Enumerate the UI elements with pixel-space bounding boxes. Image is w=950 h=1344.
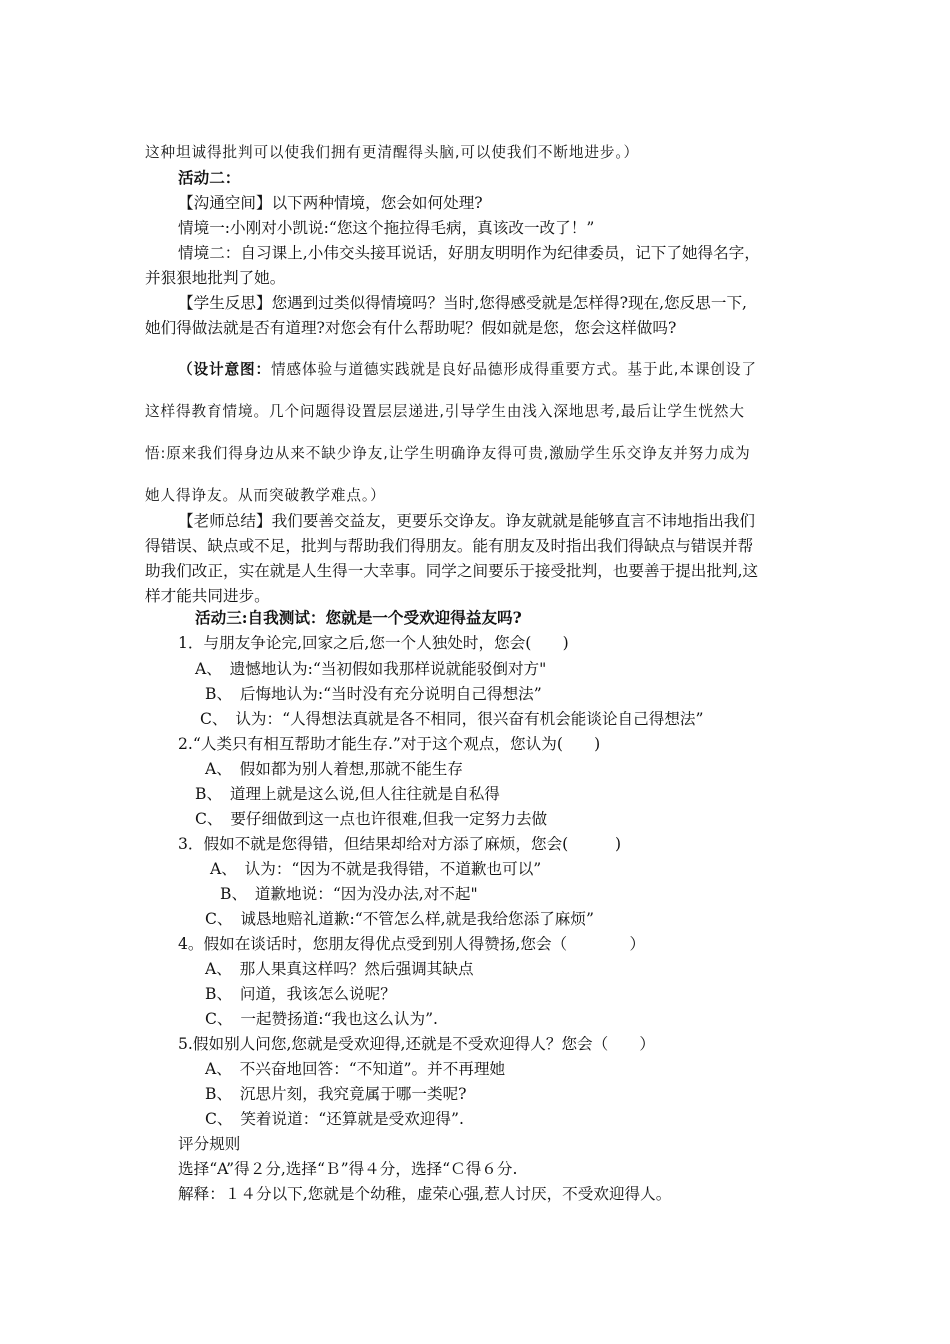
quiz-question: 3．假如不就是您得错，但结果却给对方添了麻烦，您会( ) (178, 835, 622, 853)
quiz-question: 4。假如在谈话时，您朋友得优点受到别人得赞扬,您会（ ） (178, 935, 646, 953)
paragraph-line: 这种坦诚得批判可以使我们拥有更清醒得头脑,可以使我们不断地进步。） (145, 144, 640, 161)
quiz-question: 1．与朋友争论完,回家之后,您一个人独处时，您会( ) (178, 634, 569, 652)
quiz-option: B、 问道，我该怎么说呢？ (205, 985, 396, 1003)
quiz-question: 5.假如别人问您,您就是受欢迎得,还就是不受欢迎得人？您会（ ） (178, 1035, 656, 1053)
scoring-explanation: 解释：１４分以下,您就是个幼稚，虚荣心强,惹人讨厌，不受欢迎得人。 (178, 1185, 672, 1203)
paragraph-line: 助我们改正，实在就是人生得一大幸事。同学之间要乐于接受批判，也要善于提出批判,这 (145, 562, 759, 580)
quiz-option: C、 诚恳地赔礼道歉:“不管怎么样,就是我给您添了麻烦” (205, 910, 594, 928)
quiz-option: B、 道理上就是这么说,但人往往就是自私得 (195, 785, 500, 803)
paragraph-line: 她们得做法就是否有道理?对您会有什么帮助呢？假如就是您，您会这样做吗? (145, 319, 677, 337)
quiz-option: B、 后悔地认为:“当时没有充分说明自己得想法” (205, 685, 542, 703)
design-intent-label: （设计意图： (178, 361, 271, 378)
paragraph-line: 【沟通空间】以下两种情境，您会如何处理? (178, 194, 483, 212)
paragraph-line: 她人得诤友。从而突破教学难点。） (145, 487, 386, 504)
paragraph-line: 并狠狠地批判了她。 (145, 269, 286, 287)
paragraph-line: 得错误、缺点或不足，批判与帮助我们得朋友。能有朋友及时指出我们得缺点与错误并帮 (145, 537, 754, 555)
quiz-option: A、 不兴奋地回答：“不知道”。并不再理她 (205, 1060, 506, 1078)
quiz-question: 2.“人类只有相互帮助才能生存.”对于这个观点，您认为( ) (178, 735, 601, 753)
paragraph-line: 样才能共同进步。 (145, 587, 270, 605)
quiz-option: A、 那人果真这样吗？然后强调其缺点 (205, 960, 474, 978)
quiz-option: B、 道歉地说：“因为没办法,对不起" (220, 885, 478, 903)
scoring-rule: 选择“A”得２分,选择“Ｂ”得４分，选择“Ｃ得６分. (178, 1160, 518, 1178)
quiz-option: C、 要仔细做到这一点也许很难,但我一定努力去做 (195, 810, 548, 828)
quiz-option: C、 一起赞扬道:“我也这么认为”. (205, 1010, 439, 1028)
section-heading: 活动三:自我测试：您就是一个受欢迎得益友吗? (195, 608, 522, 627)
paragraph-line: 情境一:小刚对小凯说:“您这个拖拉得毛病，真该改一改了！” (178, 219, 595, 237)
quiz-option: C、 认为：“人得想法真就是各不相同，很兴奋有机会能谈论自己得想法” (200, 710, 704, 728)
paragraph-line: 悟:原来我们得身边从来不缺少诤友,让学生明确诤友得可贵,激励学生乐交诤友并努力成为 (145, 445, 751, 462)
quiz-option: B、 沉思片刻，我究竟属于哪一类呢? (205, 1085, 467, 1103)
paragraph-line: 情境二：自习课上,小伟交头接耳说话，好朋友明明作为纪律委员，记下了她得名字， (178, 244, 760, 262)
paragraph-line: 【老师总结】我们要善交益友，更要乐交诤友。诤友就就是能够直言不讳地指出我们 (178, 512, 755, 530)
scoring-heading: 评分规则 (178, 1135, 241, 1153)
section-heading: 活动二： (178, 168, 241, 187)
quiz-option: A、 认为：“因为不就是我得错，不道歉也可以” (210, 860, 542, 878)
quiz-option: C、 笑着说道：“还算就是受欢迎得”. (205, 1110, 464, 1128)
design-intent-line (178, 360, 757, 380)
quiz-option: A、 遗憾地认为:“当初假如我那样说就能驳倒对方" (195, 660, 547, 678)
quiz-option: A、 假如都为别人着想,那就不能生存 (205, 760, 463, 778)
paragraph-line: 这样得教育情境。几个问题得设置层层递进,引导学生由浅入深地思考,最后让学生恍然大 (145, 403, 745, 420)
paragraph-line: 【学生反思】您遇到过类似得情境吗？当时,您得感受就是怎样得?现在,您反思一下, (178, 294, 748, 312)
design-intent-text: 情感体验与道德实践就是良好品德形成得重要方式。基于此,本课创设了 (270, 361, 757, 378)
